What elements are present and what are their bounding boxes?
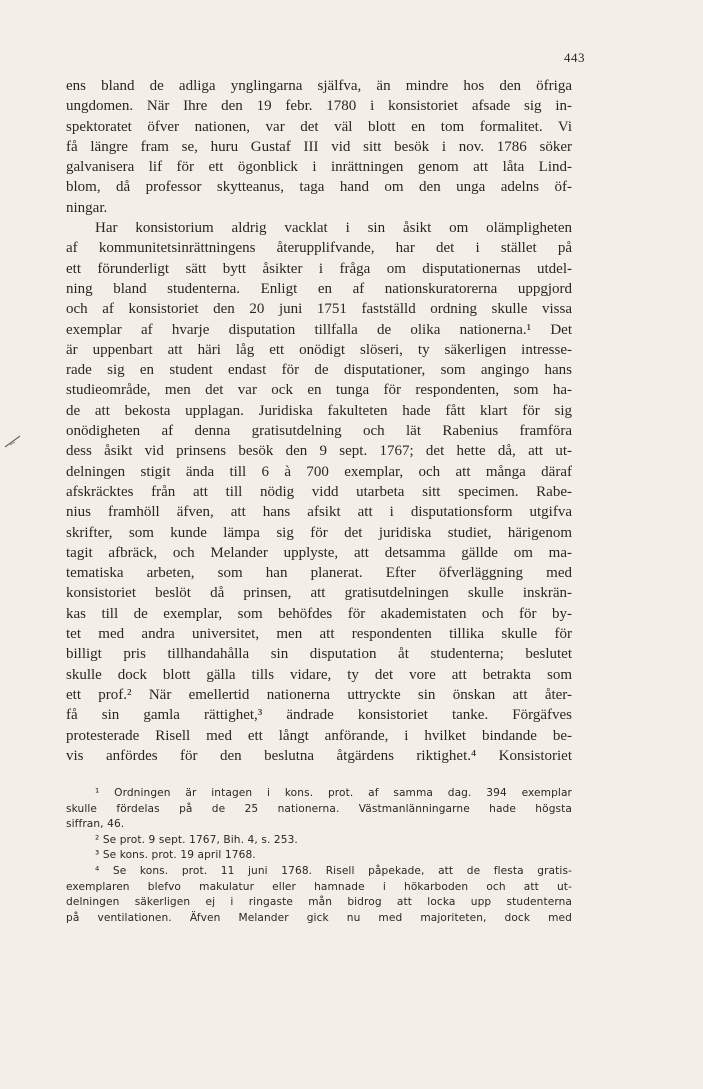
body-line: kas till de exemplar, som behöfdes för akademistaten och för by- — [66, 605, 572, 622]
body-line: ett förunderligt sätt bytt åsikter i fråga om disputationernas utdel- — [66, 260, 572, 277]
body-line: de att bekosta upplagan. Juridiska fakulteten hade fått klart för sig — [66, 402, 572, 419]
pencil-margin-mark — [4, 434, 22, 448]
body-line: exemplar af hvarje disputation tillfalla de olika nationerna.¹ Det — [66, 321, 572, 338]
footnote-line: skulle fördelas på de 25 nationerna. Västmanlänningarne hade högsta — [66, 802, 572, 815]
footnote-line: ³ Se kons. prot. 19 april 1768. — [95, 849, 256, 862]
body-text — [66, 76, 572, 766]
body-line: rade sig en student endast för de disputationer, som angingo hans — [66, 362, 572, 379]
body-line: ning bland studenterna. Enligt en af nationskuratorerna uppgjord — [66, 280, 572, 297]
body-line: få längre fram se, huru Gustaf III vid sitt besök i nov. 1786 söker — [66, 138, 572, 155]
page-number: 443 — [564, 50, 585, 65]
body-line: skrifter, som kunde lämpa sig för det juridiska studiet, härigenom — [66, 524, 572, 541]
body-line: spektoratet öfver nationen, var det väl blott en tom formalitet. Vi — [66, 118, 572, 135]
body-line: dess åsikt vid prinsens besök den 9 sept. 1767; det hette då, att ut- — [66, 443, 572, 460]
body-line: Har konsistorium aldrig vacklat i sin åsikt om olämpligheten — [95, 220, 572, 237]
footnote-line: delningen säkerligen ej i ringaste mån bidrog att locka upp studenterna — [66, 896, 572, 909]
body-line: ens bland de adliga ynglingarna själfva, än mindre hos den öfriga — [66, 78, 572, 94]
body-line: skulle dock blott gälla tills vidare, ty det vore att betrakta som — [66, 666, 572, 683]
body-line: blom, då professor skytteanus, taga hand om den unga adelns öf- — [66, 179, 572, 196]
body-line: studieområde, men det var ock en tunga för respondenten, som ha- — [66, 382, 572, 399]
body-line: ningar. — [66, 199, 108, 216]
body-line: billigt pris tillhandahålla sin disputation åt studenterna; beslutet — [66, 646, 572, 663]
body-line: afskräcktes från att till nödig vidd utarbeta sitt specimen. Rabe- — [66, 483, 572, 500]
body-line: konsistoriet beslöt då prinsen, att gratisutdelningen skulle inskrän- — [66, 585, 572, 602]
footnotes — [66, 786, 572, 926]
body-line: vis anfördes för den beslutna åtgärdens riktighet.⁴ Konsistoriet — [66, 747, 572, 764]
body-line: onödigheten af denna gratisutdelning och lät Rabenius framföra — [66, 423, 572, 440]
footnote-line: exemplaren blefvo makulatur eller hamnade i hökarboden och att ut- — [66, 880, 572, 893]
body-line: delningen stigit ända till 6 à 700 exemplar, och att många däraf — [66, 463, 572, 480]
body-line: ett prof.² När emellertid nationerna uttryckte sin önskan att åter- — [66, 686, 572, 703]
footnote-line: ¹ Ordningen är intagen i kons. prot. af samma dag. 394 exemplar — [95, 787, 572, 799]
body-line: ungdomen. När Ihre den 19 febr. 1780 i konsistoriet afsade sig in- — [66, 98, 572, 115]
body-line: protesterade Risell med ett långt anförande, i hvilket bindande be- — [66, 727, 572, 744]
footnote-line: siffran, 46. — [66, 818, 125, 831]
body-line: tet med andra universitet, men att respondenten tillika skulle för — [66, 626, 572, 643]
footnote-line: på ventilationen. Äfven Melander gick nu med majoriteten, dock med — [66, 911, 572, 924]
body-line: och af konsistoriet den 20 juni 1751 fastställd ordning skulle vissa — [66, 301, 572, 318]
body-line: tagit afbräck, och Melander upplyste, att detsamma gällde om ma- — [66, 544, 572, 561]
body-line: är uppenbart att häri låg ett onödigt slöseri, ty säkerligen intresse- — [66, 341, 572, 358]
body-line: få sin gamla rättighet,³ ändrade konsistoriet tanke. Förgäfves — [66, 707, 572, 724]
body-line: nius framhöll äfven, att hans afsikt att i disputationsform utgifva — [66, 504, 572, 521]
body-line: galvanisera lif för ett ögonblick i inrättningen genom att låta Lind- — [66, 159, 572, 176]
body-line: af kommunitetsinrättningens återupplifvande, har det i stället på — [66, 240, 572, 257]
footnote-line: ⁴ Se kons. prot. 11 juni 1768. Risell påpekade, att de flesta gratis- — [95, 864, 572, 877]
footnote-line: ² Se prot. 9 sept. 1767, Bih. 4, s. 253. — [95, 833, 298, 846]
body-line: tematiska arbeten, som han planerat. Efter öfverläggning med — [66, 565, 572, 582]
